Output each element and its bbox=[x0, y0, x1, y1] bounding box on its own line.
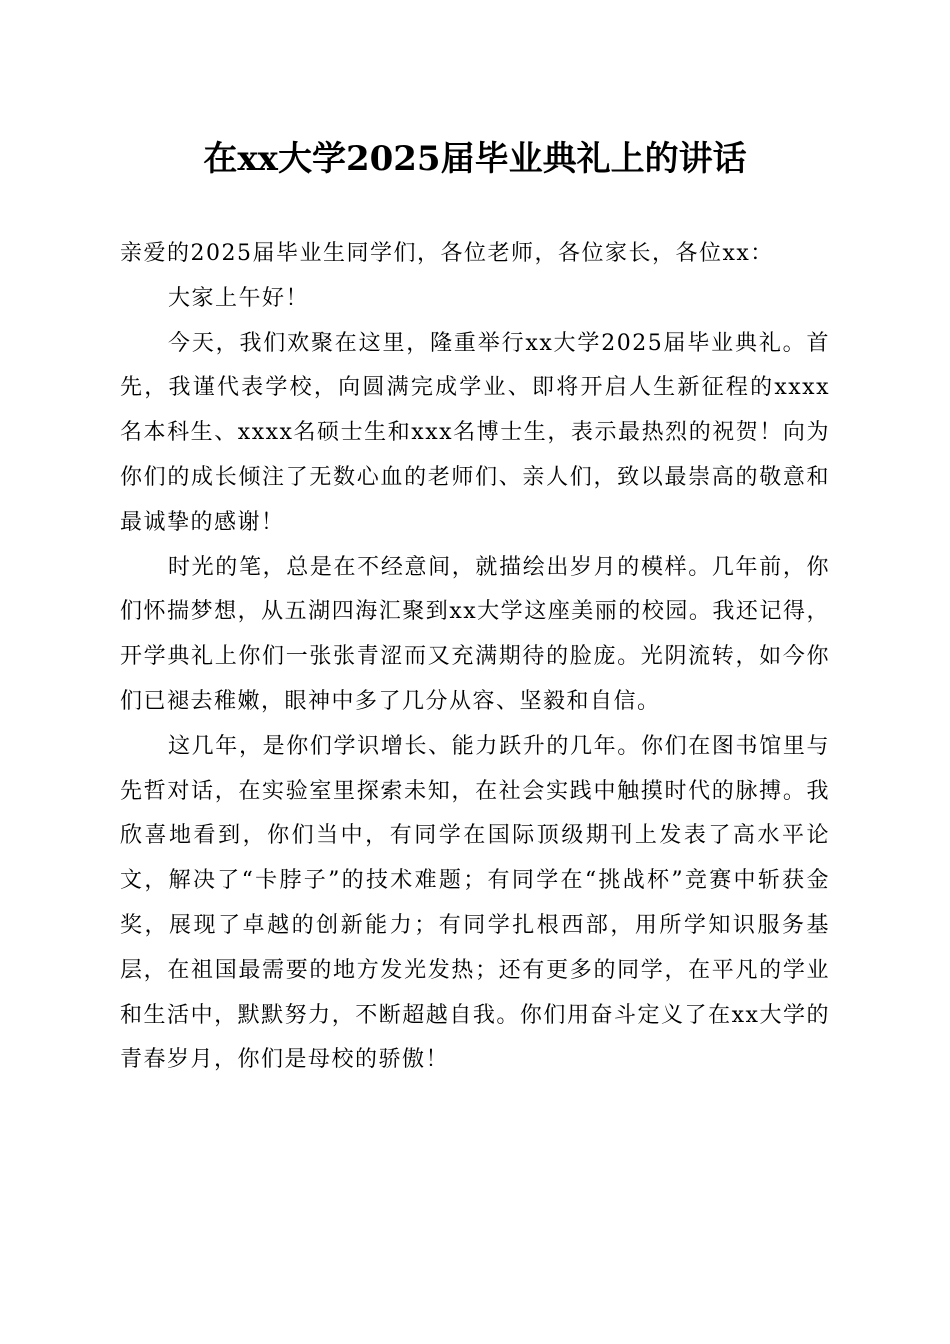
paragraph-achievements: 这几年，是你们学识增长、能力跃升的几年。你们在图书馆里与先哲对话，在实验室里探索未知，在社会实践中触摸时代的脉搏。我欣喜地看到，你们当中，有同学在国际顶级期刊上发表了高水平论文，解决了“卡脖子”的技术难题；有同学在“挑战杯”竞赛中斩获金奖，展现了卓越的创新能力；有同学扎根西部，用所学知识服务基层，在祖国最需要的地方发光发热；还有更多的同学，在平凡的学业和生活中，默默努力，不断超越自我。你们用奋斗定义了在xx大学的青春岁月，你们是母校的骄傲！ bbox=[120, 733, 830, 1073]
paragraph-memories: 时光的笔，总是在不经意间，就描绘出岁月的模样。几年前，你们怀揣梦想，从五湖四海汇聚到xx大学这座美丽的校园。我还记得，开学典礼上你们一张张青涩而又充满期待的脸庞。光阴流转，如今你们已褪去稚嫩，眼神中多了几分从容、坚毅和自信。 bbox=[120, 554, 830, 714]
paragraph-greeting: 大家上午好！ bbox=[168, 285, 310, 311]
paragraph-congratulations: 今天，我们欢聚在这里，隆重举行xx大学2025届毕业典礼。首先，我谨代表学校，向圆满完成学业、即将开启人生新征程的xxxx名本科生、xxxx名硕士生和xxx名博士生，表示最热烈的祝贺！向为你们的成长倾注了无数心血的老师们、亲人们，致以最崇高的敬意和最诚挚的感谢！ bbox=[120, 330, 830, 535]
page-title: 在xx大学2025届毕业典礼上的讲话 bbox=[203, 139, 747, 179]
speech-body bbox=[120, 232, 830, 1083]
salutation: 亲爱的2025届毕业生同学们，各位老师，各位家长，各位xx： bbox=[120, 241, 774, 266]
